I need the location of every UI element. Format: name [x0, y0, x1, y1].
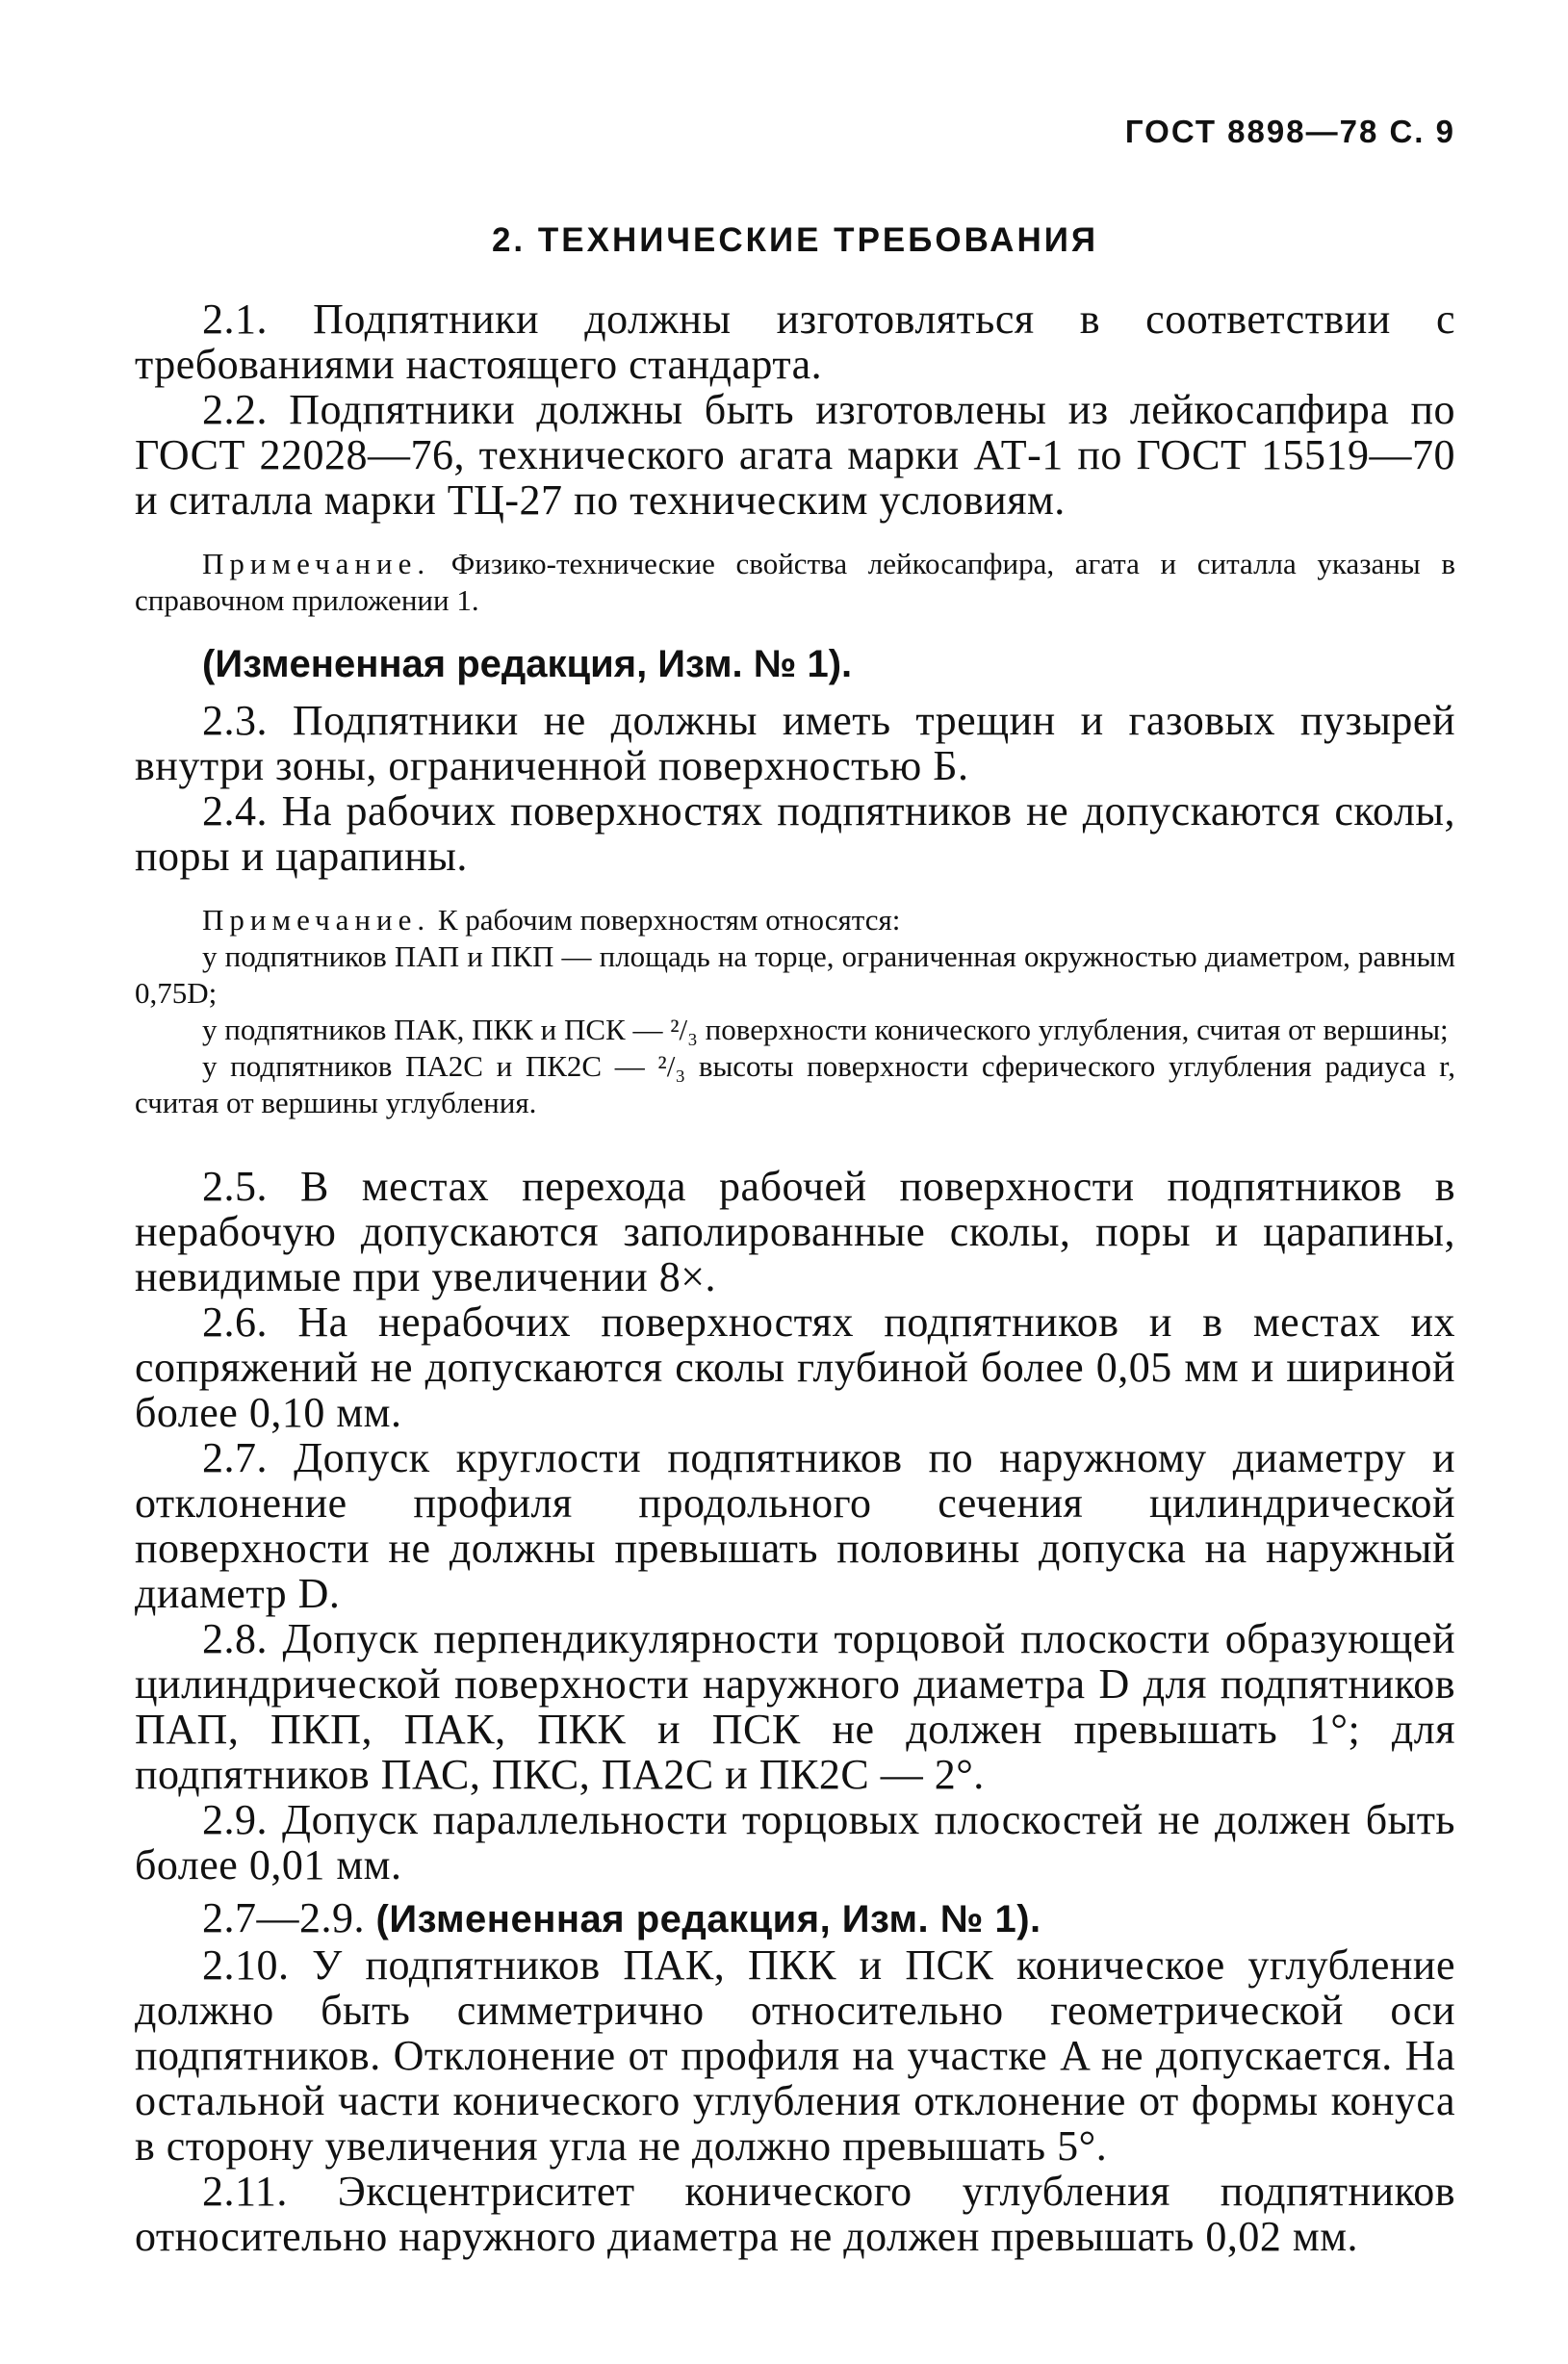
- paragraph-2-9: 2.9. Допуск параллельности торцовых плоскостей не должен быть более 0,01 мм.: [135, 1796, 1455, 1889]
- note-1: [135, 546, 1455, 619]
- note-2: [135, 902, 1455, 1121]
- note-2-line-2: у подпятников ПАК, ПКК и ПСК — ²/₃ поверхности конического углубления, считая от вершины;: [202, 1013, 1449, 1046]
- paragraph-2-10: 2.10. У подпятников ПАК, ПКК и ПСК коническое углубление должно быть симметрично относительно геометрической оси подпятников. Отклонение от профиля на участке A не допускается. На остальной части конического углубления отклонение от формы конуса в сторону увеличения угла не должно превышать 5°.: [135, 1941, 1455, 2170]
- amendment-2-text: (Измененная редакция, Изм. № 1).: [375, 1898, 1041, 1940]
- paragraph-2-2: 2.2. Подпятники должны быть изготовлены из лейкосапфира по ГОСТ 22028—76, технического агата марки АТ-1 по ГОСТ 15519—70 и ситалла марки ТЦ-27 по техническим условиям.: [135, 386, 1455, 524]
- amendment-2-prefix: 2.7—2.9.: [202, 1894, 365, 1941]
- note-2-line-1: у подпятников ПАП и ПКП — площадь на торце, ограниченная окружностью диаметром, равным 0,75D;: [135, 939, 1455, 1010]
- paragraph-2-11: 2.11. Эксцентриситет конического углубления подпятников относительно наружного диаметра не должен превышать 0,02 мм.: [135, 2168, 1455, 2260]
- paragraph-2-3: 2.3. Подпятники не должны иметь трещин и газовых пузырей внутри зоны, ограниченной поверхностью Б.: [135, 697, 1455, 789]
- page-header: ГОСТ 8898—78 С. 9: [1124, 114, 1455, 149]
- paragraph-2-4: 2.4. На рабочих поверхностях подпятников не допускаются сколы, поры и царапины.: [135, 787, 1455, 880]
- amendment-note-1: (Измененная редакция, Изм. № 1).: [202, 643, 853, 685]
- paragraph-2-6: 2.6. На нерабочих поверхностях подпятников и в местах их сопряжений не допускаются сколы глубиной более 0,05 мм и шириной более 0,10 мм.: [135, 1298, 1455, 1436]
- paragraph-2-8: 2.8. Допуск перпендикулярности торцовой плоскости образующей цилиндрической поверхности наружного диаметра D для подпятников ПАП, ПКП, ПАК, ПКК и ПСК не должен превышать 1°; для подпятников ПАС, ПКС, ПА2С и ПК2С — 2°.: [135, 1615, 1455, 1798]
- section-title: 2. ТЕХНИЧЕСКИЕ ТРЕБОВАНИЯ: [491, 221, 1099, 259]
- note-1-text: Физико-технические свойства лейкосапфира, агата и ситалла указаны в справочном приложении 1.: [135, 547, 1455, 617]
- amendment-note-2: [135, 1895, 1455, 1942]
- paragraph-2-7: 2.7. Допуск круглости подпятников по наружному диаметру и отклонение профиля продольного сечения цилиндрической поверхности не должны превышать половины допуска на наружный диаметр D.: [135, 1434, 1455, 1617]
- document-page: [135, 114, 1455, 2259]
- paragraph-2-5: 2.5. В местах перехода рабочей поверхности подпятников в нерабочую допускаются заполированные сколы, поры и царапины, невидимые при увеличении 8×.: [135, 1163, 1455, 1300]
- note-2-lead: К рабочим поверхностям относятся:: [437, 903, 901, 937]
- paragraph-2-1: 2.1. Подпятники должны изготовляться в соответствии с требованиями настоящего стандарта.: [135, 296, 1455, 388]
- note-2-label: Примечание.: [202, 903, 431, 937]
- note-1-label: Примечание.: [202, 547, 431, 580]
- note-2-line-3: у подпятников ПА2С и ПК2С — ²/₃ высоты поверхности сферического углубления радиуса r, считая от вершины углубления.: [135, 1049, 1455, 1119]
